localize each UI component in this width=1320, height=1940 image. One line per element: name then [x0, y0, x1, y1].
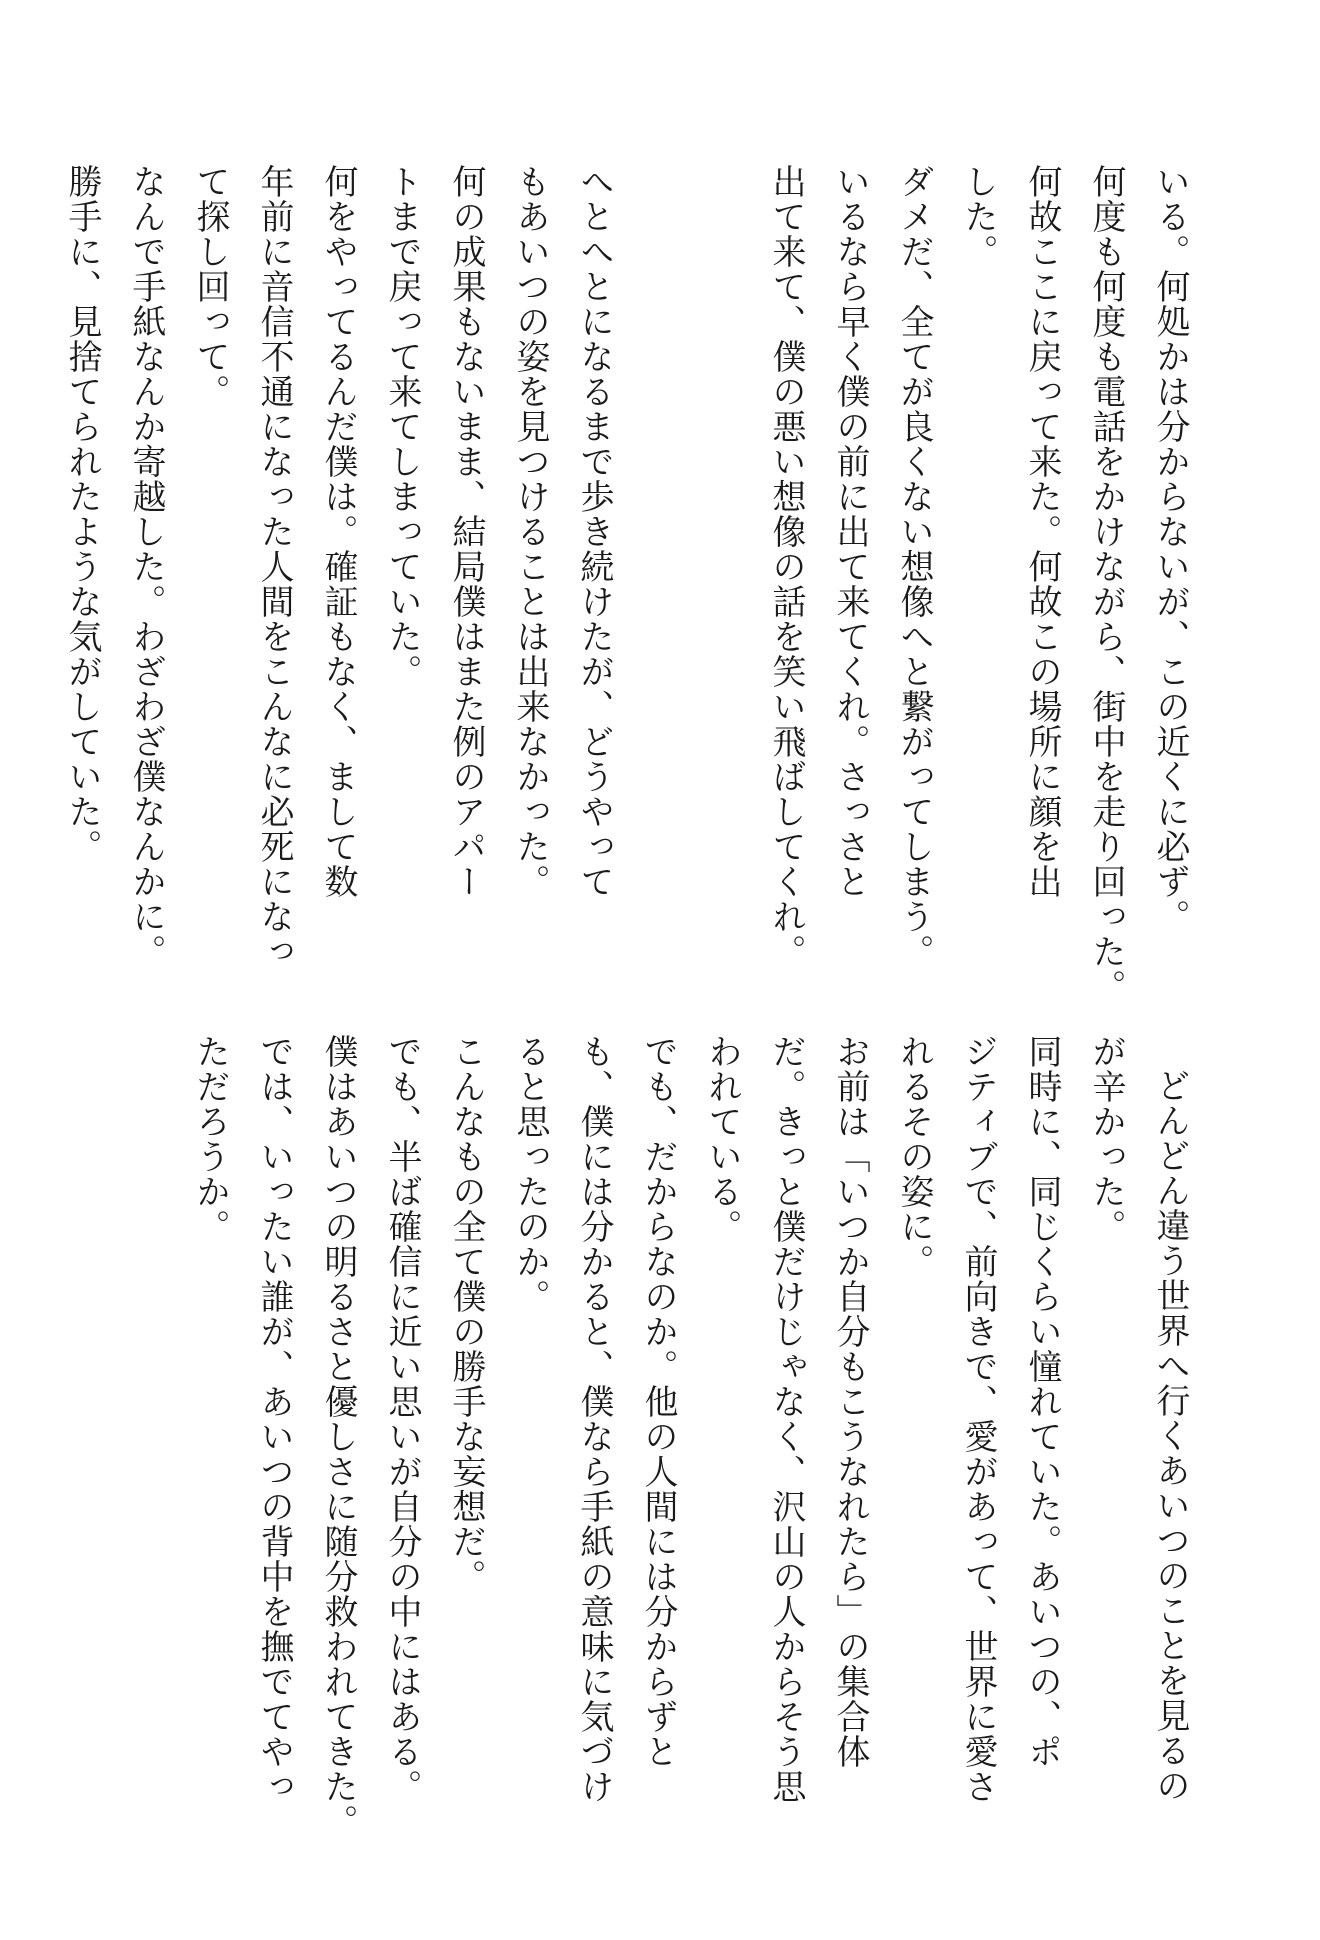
text-line: われている。: [702, 1034, 742, 1244]
text-line: お前は「いつか自分もこうなれたら」の集合体: [830, 1034, 870, 1769]
text-line: 何をやってるんだ僕は。確証もなく、まして数: [318, 164, 358, 899]
text-line: ジティブで、前向きで、愛があって、世界に愛さ: [958, 1034, 998, 1804]
text-line: 何故ここに戻って来た。何故この場所に顔を出: [1022, 164, 1062, 899]
text-line: トまで戻って来てしまっていた。: [382, 164, 422, 689]
text-line: だ。きっと僕だけじゃなく、沢山の人からそう思: [766, 1034, 806, 1804]
text-line: ると思ったのか。: [510, 1034, 550, 1314]
text-line: もあいつの姿を見つけることは出来なかった。: [510, 164, 550, 899]
text-line: なんで手紙なんか寄越した。わざわざ僕なんかに。: [126, 164, 166, 969]
text-line: でも、だからなのか。他の人間には分からずと: [638, 1034, 678, 1769]
text-line: どんどん違う世界へ行くあいつのことを見るの: [1150, 1068, 1190, 1803]
text-line: が辛かった。: [1086, 1034, 1126, 1244]
text-line: いるなら早く僕の前に出て来てくれ。さっさと: [830, 164, 870, 899]
blank-line: [626, 164, 690, 924]
top-text-block: [50, 164, 1202, 1004]
text-line: へとへとになるまで歩き続けたが、どうやって: [574, 164, 614, 899]
text-line: 出て来て、僕の悪い想像の話を笑い飛ばしてくれ。: [766, 164, 806, 969]
text-line: ただろうか。: [190, 1034, 230, 1244]
text-line: も、僕には分かると、僕なら手紙の意味に気づけ: [574, 1034, 614, 1804]
text-line: こんなもの全て僕の勝手な妄想だ。: [446, 1034, 486, 1594]
text-line: 何の成果もないまま、結局僕はまた例のアパー: [446, 164, 486, 899]
text-line: いる。何処かは分からないが、この近くに必ず。: [1150, 164, 1190, 934]
text-line: 勝手に、見捨てられたような気がしていた。: [62, 164, 102, 864]
text-line: 僕はあいつの明るさと優しさに随分救われてきた。: [318, 1034, 358, 1839]
text-line: ダメだ、全てが良くない想像へと繋がってしまう。: [894, 164, 934, 969]
text-line: では、いったい誰が、あいつの背中を撫でてやっ: [254, 1034, 294, 1804]
bottom-text-block: [178, 1034, 1202, 1839]
text-line: 同時に、同じくらい憧れていた。あいつの、ポ: [1022, 1034, 1062, 1769]
blank-line: [690, 164, 754, 924]
text-line: 何度も何度も電話をかけながら、街中を走り回った。: [1086, 164, 1126, 1004]
text-line: れるその姿に。: [894, 1034, 934, 1279]
text-line: て探し回って。: [190, 164, 230, 409]
text-line: 年前に音信不通になった人間をこんなに必死になっ: [254, 164, 294, 969]
text-line: した。: [958, 164, 998, 269]
text-line: でも、半ば確信に近い思いが自分の中にはある。: [382, 1034, 422, 1804]
